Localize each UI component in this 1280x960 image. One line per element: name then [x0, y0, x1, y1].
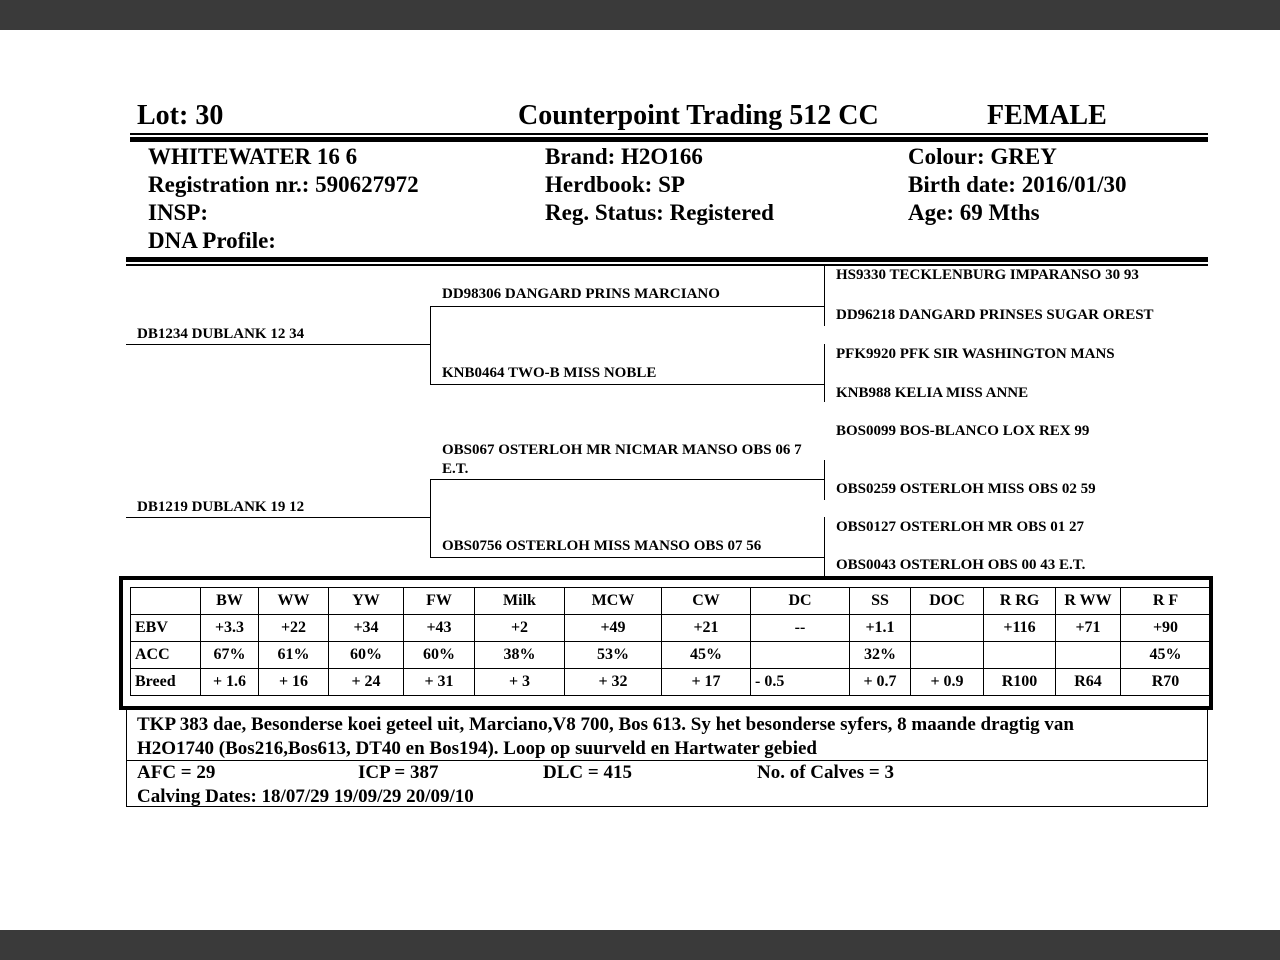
- great-grandparent: OBS0043 OSTERLOH OBS 00 43 E.T.: [836, 557, 1086, 573]
- table-cell: + 3: [475, 669, 565, 696]
- info-rule-thick: [126, 257, 1208, 262]
- table-cell: [1056, 642, 1121, 669]
- table-cell: - 0.5: [751, 669, 850, 696]
- table-cell: 60%: [329, 642, 404, 669]
- table-cell: 45%: [662, 642, 751, 669]
- ebv-row: [131, 615, 1211, 642]
- lot-number: Lot: 30: [137, 100, 224, 131]
- age-field: Age: 69 Mths: [908, 200, 1040, 225]
- column-header: Milk: [475, 588, 565, 615]
- herdbook-field: Herdbook: SP: [545, 172, 685, 197]
- table-cell: [911, 642, 984, 669]
- table-cell: R70: [1121, 669, 1211, 696]
- table-cell: + 1.6: [201, 669, 259, 696]
- table-cell: +43: [404, 615, 475, 642]
- column-header: DC: [751, 588, 850, 615]
- brand-field: Brand: H2O166: [545, 144, 703, 169]
- bottom-frame-bar: [0, 930, 1280, 960]
- table-cell: [984, 642, 1056, 669]
- comment-line-2: H2O1740 (Bos216,Bos613, DT40 en Bos194). Loop op suurveld en Hartwater gebied: [137, 738, 817, 759]
- birth-date-field: Birth date: 2016/01/30: [908, 172, 1127, 197]
- afc-value: AFC = 29: [137, 762, 216, 783]
- table-cell: +34: [329, 615, 404, 642]
- column-header: FW: [404, 588, 475, 615]
- dam-dam: OBS0756 OSTERLOH MISS MANSO OBS 07 56: [442, 538, 762, 554]
- column-header: DOC: [911, 588, 984, 615]
- table-cell: +3.3: [201, 615, 259, 642]
- table-cell: + 24: [329, 669, 404, 696]
- reg-status-field: Reg. Status: Registered: [545, 200, 774, 225]
- table-cell: +1.1: [850, 615, 911, 642]
- dna-profile-field: DNA Profile:: [148, 228, 276, 253]
- great-grandparent: OBS0127 OSTERLOH MR OBS 01 27: [836, 519, 1084, 535]
- icp-value: ICP = 387: [358, 762, 439, 783]
- great-grandparent: KNB988 KELIA MISS ANNE: [836, 385, 1029, 401]
- table-cell: + 16: [259, 669, 329, 696]
- table-cell: [911, 615, 984, 642]
- table-cell: [751, 642, 850, 669]
- seller-name: Counterpoint Trading 512 CC: [518, 100, 879, 131]
- great-grandparent: PFK9920 PFK SIR WASHINGTON MANS: [836, 346, 1115, 362]
- table-cell: 32%: [850, 642, 911, 669]
- info-rule-thin: [126, 264, 1208, 266]
- calving-dates: Calving Dates: 18/07/29 19/09/29 20/09/10: [137, 786, 474, 807]
- ebv-table: [130, 587, 1211, 696]
- column-header: [131, 588, 201, 615]
- great-grandparent: DD96218 DANGARD PRINSES SUGAR OREST: [836, 307, 1154, 323]
- table-cell: +22: [259, 615, 329, 642]
- registration-number: Registration nr.: 590627972: [148, 172, 419, 197]
- column-header: R F: [1121, 588, 1211, 615]
- column-header: R WW: [1056, 588, 1121, 615]
- sire-dam: KNB0464 TWO-B MISS NOBLE: [442, 365, 657, 381]
- ebv-header-row: [131, 588, 1211, 615]
- table-cell: +71: [1056, 615, 1121, 642]
- column-header: CW: [662, 588, 751, 615]
- header-rule-thick: [130, 137, 1208, 142]
- table-cell: 60%: [404, 642, 475, 669]
- insp-field: INSP:: [148, 200, 209, 225]
- great-grandparent: BOS0099 BOS-BLANCO LOX REX 99: [836, 423, 1090, 439]
- dam-sire: OBS067 OSTERLOH MR NICMAR MANSO OBS 06 7 E.T.: [442, 442, 802, 477]
- table-cell: + 17: [662, 669, 751, 696]
- sire-sire: DD98306 DANGARD PRINS MARCIANO: [442, 286, 720, 302]
- row-label: EBV: [131, 615, 201, 642]
- calves-count: No. of Calves = 3: [757, 762, 894, 783]
- great-grandparent: HS9330 TECKLENBURG IMPARANSO 30 93: [836, 267, 1139, 283]
- table-cell: +90: [1121, 615, 1211, 642]
- table-cell: 38%: [475, 642, 565, 669]
- dam: DB1219 DUBLANK 19 12: [137, 499, 305, 515]
- column-header: SS: [850, 588, 911, 615]
- table-cell: R100: [984, 669, 1056, 696]
- table-cell: 45%: [1121, 642, 1211, 669]
- table-cell: + 31: [404, 669, 475, 696]
- table-cell: 61%: [259, 642, 329, 669]
- sex-label: FEMALE: [987, 100, 1107, 131]
- dlc-value: DLC = 415: [543, 762, 632, 783]
- table-cell: +49: [565, 615, 662, 642]
- table-cell: + 0.7: [850, 669, 911, 696]
- table-cell: +2: [475, 615, 565, 642]
- acc-row: [131, 642, 1211, 669]
- table-cell: +116: [984, 615, 1056, 642]
- top-frame-bar: [0, 0, 1280, 30]
- column-header: YW: [329, 588, 404, 615]
- row-label: ACC: [131, 642, 201, 669]
- row-label: Breed: [131, 669, 201, 696]
- column-header: WW: [259, 588, 329, 615]
- breed-row: [131, 669, 1211, 696]
- sire: DB1234 DUBLANK 12 34: [137, 326, 305, 342]
- column-header: R RG: [984, 588, 1056, 615]
- table-cell: 53%: [565, 642, 662, 669]
- table-cell: 67%: [201, 642, 259, 669]
- animal-name: WHITEWATER 16 6: [148, 144, 358, 169]
- table-cell: + 32: [565, 669, 662, 696]
- table-cell: + 0.9: [911, 669, 984, 696]
- great-grandparent: OBS0259 OSTERLOH MISS OBS 02 59: [836, 481, 1096, 497]
- header-rule-thin: [130, 133, 1208, 135]
- table-cell: R64: [1056, 669, 1121, 696]
- comment-line-1: TKP 383 dae, Besonderse koei geteel uit, Marciano,V8 700, Bos 613. Sy het besonderse syfers, 8 maande dragtig van: [137, 714, 1074, 735]
- column-header: BW: [201, 588, 259, 615]
- colour-field: Colour: GREY: [908, 144, 1057, 169]
- table-cell: +21: [662, 615, 751, 642]
- table-cell: --: [751, 615, 850, 642]
- column-header: MCW: [565, 588, 662, 615]
